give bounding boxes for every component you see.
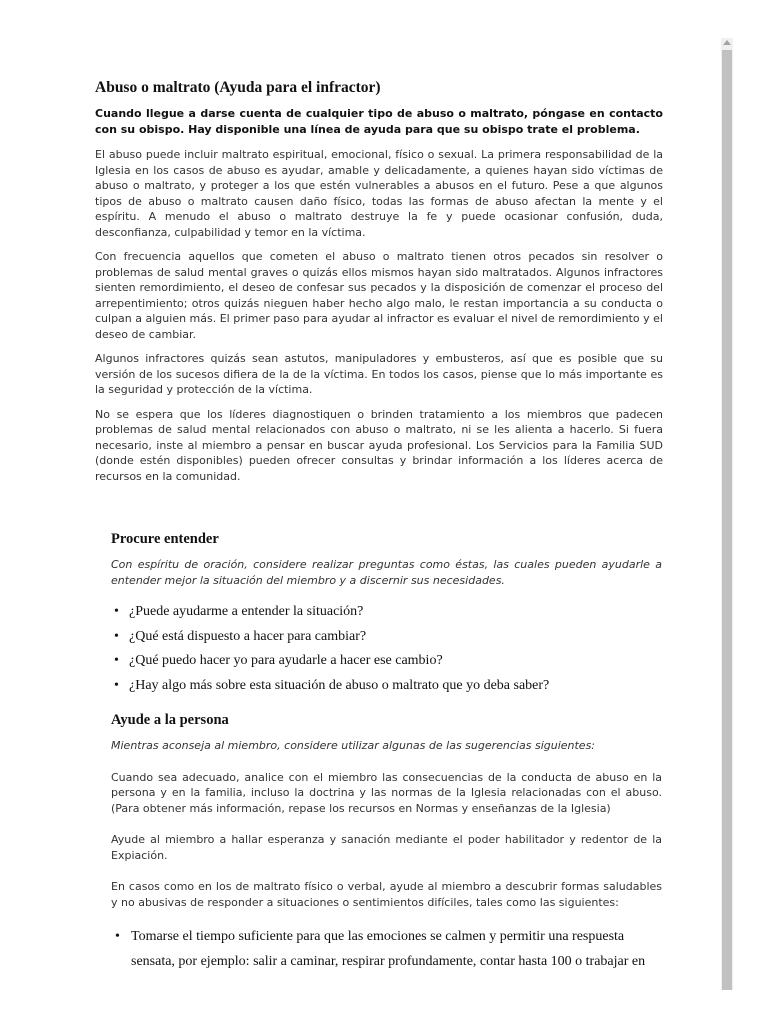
body-paragraph: Algunos infractores quizás sean astutos, manipuladores y embusteros, así que es posible que su versión de los sucesos difiera de la de la víctima. En todos los casos, piense que lo más importante es la seguridad y protección de la víctima. (95, 352, 663, 396)
help-paragraph: Ayude al miembro a hallar esperanza y sanación mediante el poder habilitador y redentor de la Expiación. (111, 833, 662, 862)
body-paragraph: Con frecuencia aquellos que cometen el abuso o maltrato tienen otros pecados sin resolver o problemas de salud mental graves o quizás ellos mismos hayan sido maltratados. Algunos infractores sienten remordimiento, el deseo de confesar sus pecados y la disposición de comenzar el proceso del arrepentimiento; otros quizás nieguen haber hecho algo malo, le restan importancia a su conducta o culpan a alguien más. El primer paso para ayudar al infractor es evaluar el nivel de remordimiento y el deseo de cambiar. (95, 250, 663, 341)
list-item: • Tomarse el tiempo suficiente para que las emociones se calmen y permitir una respuesta sensata, por ejemplo: salir a caminar, respirar profundamente, contar hasta 100 o trabajar en (111, 924, 662, 974)
lead-paragraph: Cuando llegue a darse cuenta de cualquier tipo de abuso o maltrato, póngase en contacto con su obispo. Hay disponible una línea de ayuda para que su obispo trate el problema. (95, 107, 663, 136)
help-section (111, 711, 662, 974)
understand-intro: Con espíritu de oración, considere realizar preguntas como éstas, las cuales pueden ayudarle a entender mejor la situación del miembro y a discernir sus necesidades. (111, 558, 662, 587)
article-title: Abuso o maltrato (Ayuda para el infractor) (95, 79, 381, 96)
list-item: • ¿Qué está dispuesto a hacer para cambiar? (111, 625, 662, 650)
scroll-up-arrow-icon[interactable] (723, 40, 731, 45)
tips-list (111, 924, 662, 974)
vertical-scrollbar[interactable] (721, 38, 733, 990)
help-heading: Ayude a la persona (111, 712, 229, 728)
help-intro: Mientras aconseja al miembro, considere utilizar algunas de las sugerencias siguientes: (111, 739, 596, 752)
understand-section (111, 530, 662, 698)
body-paragraph: No se espera que los líderes diagnostiquen o brinden tratamiento a los miembros que padecen problemas de salud mental relacionados con abuso o maltrato, ni se les alienta a hacerlo. Si fuera necesario, inste al miembro a pensar en buscar ayuda profesional. Los Servicios para la Familia SUD (donde estén disponibles) pueden ofrecer consultas y brindar información a los líderes acerca de recursos en la comunidad. (95, 407, 663, 483)
question-list (111, 600, 662, 698)
article (95, 78, 663, 493)
scroll-thumb[interactable] (722, 50, 732, 990)
list-item: • ¿Puede ayudarme a entender la situación? (111, 600, 662, 625)
understand-heading: Procure entender (111, 531, 219, 547)
list-item: • ¿Qué puedo hacer yo para ayudarle a hacer ese cambio? (111, 649, 662, 674)
help-paragraph: Cuando sea adecuado, analice con el miembro las consecuencias de la conducta de abuso en la persona y en la familia, incluso la doctrina y las normas de la Iglesia relacionadas con el abuso. (Para obtener más información, repase los recursos en Normas y enseñanzas de la Iglesia) (111, 770, 662, 815)
body-paragraph: El abuso puede incluir maltrato espiritual, emocional, físico o sexual. La primera responsabilidad de la Iglesia en los casos de abuso es ayudar, amable y delicadamente, a quienes hayan sido víctimas de abuso o maltrato, y proteger a los que estén vulnerables a abusos en el futuro. Pese a que algunos tipos de abuso o maltrato causen daño físico, todas las formas de abuso afectan la mente y el espíritu. A menudo el abuso o maltrato destruye la fe y puede ocasionar confusión, duda, desconfianza, culpabilidad y temor en la víctima. (95, 148, 663, 239)
help-paragraph: En casos como en los de maltrato físico o verbal, ayude al miembro a descubrir formas saludables y no abusivas de responder a situaciones o sentimientos difíciles, tales como las siguientes: (111, 880, 662, 909)
list-item: • ¿Hay algo más sobre esta situación de abuso o maltrato que yo deba saber? (111, 674, 662, 699)
